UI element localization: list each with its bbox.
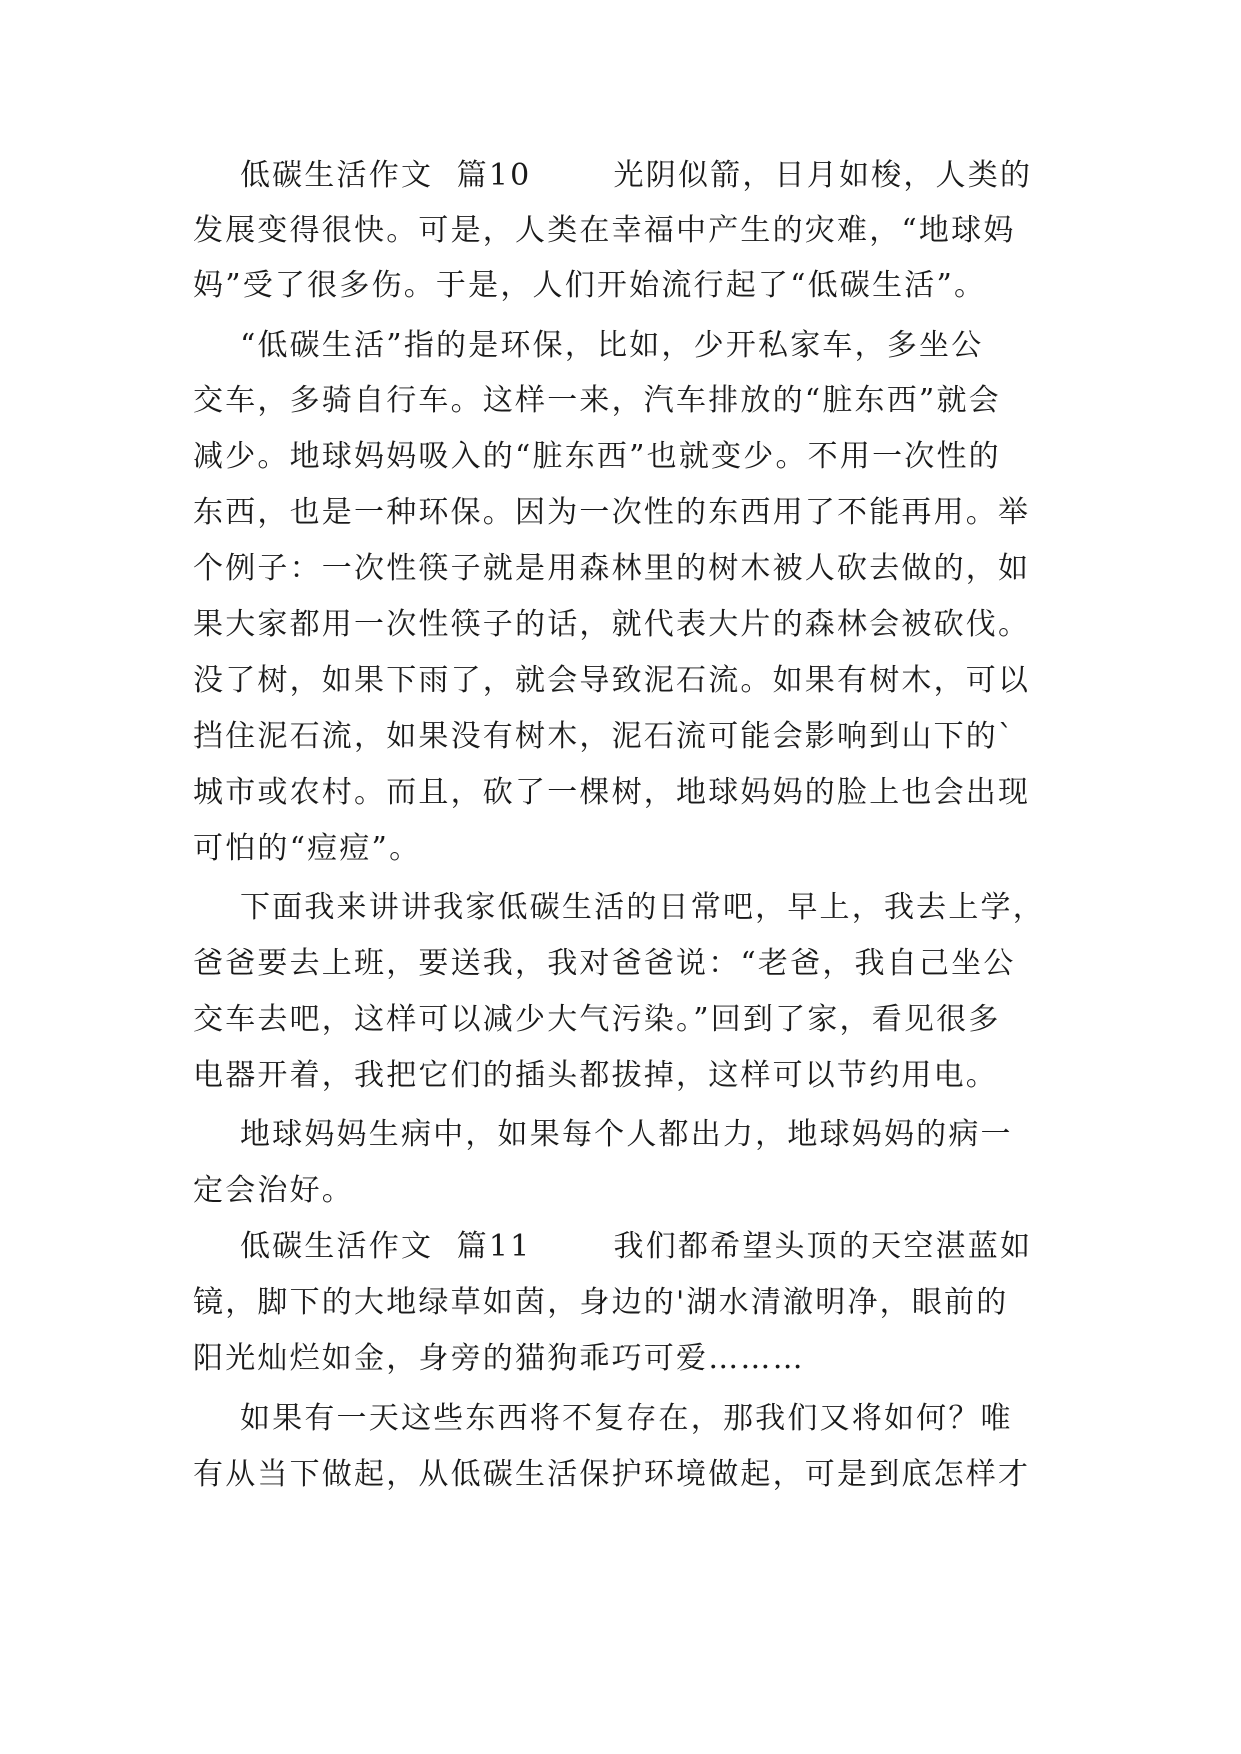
text-line: 交车，多骑自行车。这样一来，汽车排放的“脏东西”就会 — [193, 383, 1001, 418]
text-line: 镜，脚下的大地绿草如茵，身边的'湖水清澈明净，眼前的 — [193, 1285, 1009, 1320]
text-line: “低碳生活”指的是环保，比如，少开私家车，多坐公 — [193, 328, 984, 363]
text-line: 城市或农村。而且，砍了一棵树，地球妈妈的脸上也会出现 — [193, 775, 1031, 810]
text-line: 妈”受了很多伤。于是，人们开始流行起了“低碳生活”。 — [193, 268, 987, 303]
text-line: 发展变得很快。可是，人类在幸福中产生的灾难，“地球妈 — [193, 213, 1016, 248]
text-line: 没了树，如果下雨了，就会导致泥石流。如果有树木，可以 — [193, 663, 1031, 698]
text-line: 低碳生活作文 篇10 光阴似箭，日月如梭，人类的 — [193, 158, 1033, 193]
text-line: 可怕的“痘痘”。 — [193, 831, 422, 866]
text-line: 爸爸要去上班，要送我，我对爸爸说：“老爸，我自己坐公 — [193, 946, 1016, 981]
text-line: 定会治好。 — [193, 1173, 354, 1208]
text-line: 下面我来讲讲我家低碳生活的日常吧，早上，我去上学， — [193, 890, 1045, 925]
text-line: 果大家都用一次性筷子的话，就代表大片的森林会被砍伐。 — [193, 607, 1031, 642]
text-line: 如果有一天这些东西将不复存在，那我们又将如何？唯 — [193, 1401, 1013, 1436]
text-line: 低碳生活作文 篇11 我们都希望头顶的天空湛蓝如 — [193, 1229, 1033, 1264]
text-line: 地球妈妈生病中，如果每个人都出力，地球妈妈的病一 — [193, 1117, 1013, 1152]
text-line: 减少。地球妈妈吸入的“脏东西”也就变少。不用一次性的 — [193, 439, 1001, 474]
text-line: 阳光灿烂如金，身旁的猫狗乖巧可爱……… — [193, 1341, 805, 1376]
text-line: 有从当下做起，从低碳生活保护环境做起，可是到底怎样才 — [193, 1457, 1031, 1492]
text-line: 挡住泥石流，如果没有树木，泥石流可能会影响到山下的` — [193, 719, 1016, 754]
text-line: 交车去吧，这样可以减少大气污染。”回到了家，看见很多 — [193, 1002, 1001, 1037]
text-line: 东西，也是一种环保。因为一次性的东西用了不能再用。举 — [193, 495, 1031, 530]
text-line: 电器开着，我把它们的插头都拔掉，这样可以节约用电。 — [193, 1058, 998, 1093]
text-line: 个例子：一次性筷子就是用森林里的树木被人砍去做的，如 — [193, 551, 1031, 586]
